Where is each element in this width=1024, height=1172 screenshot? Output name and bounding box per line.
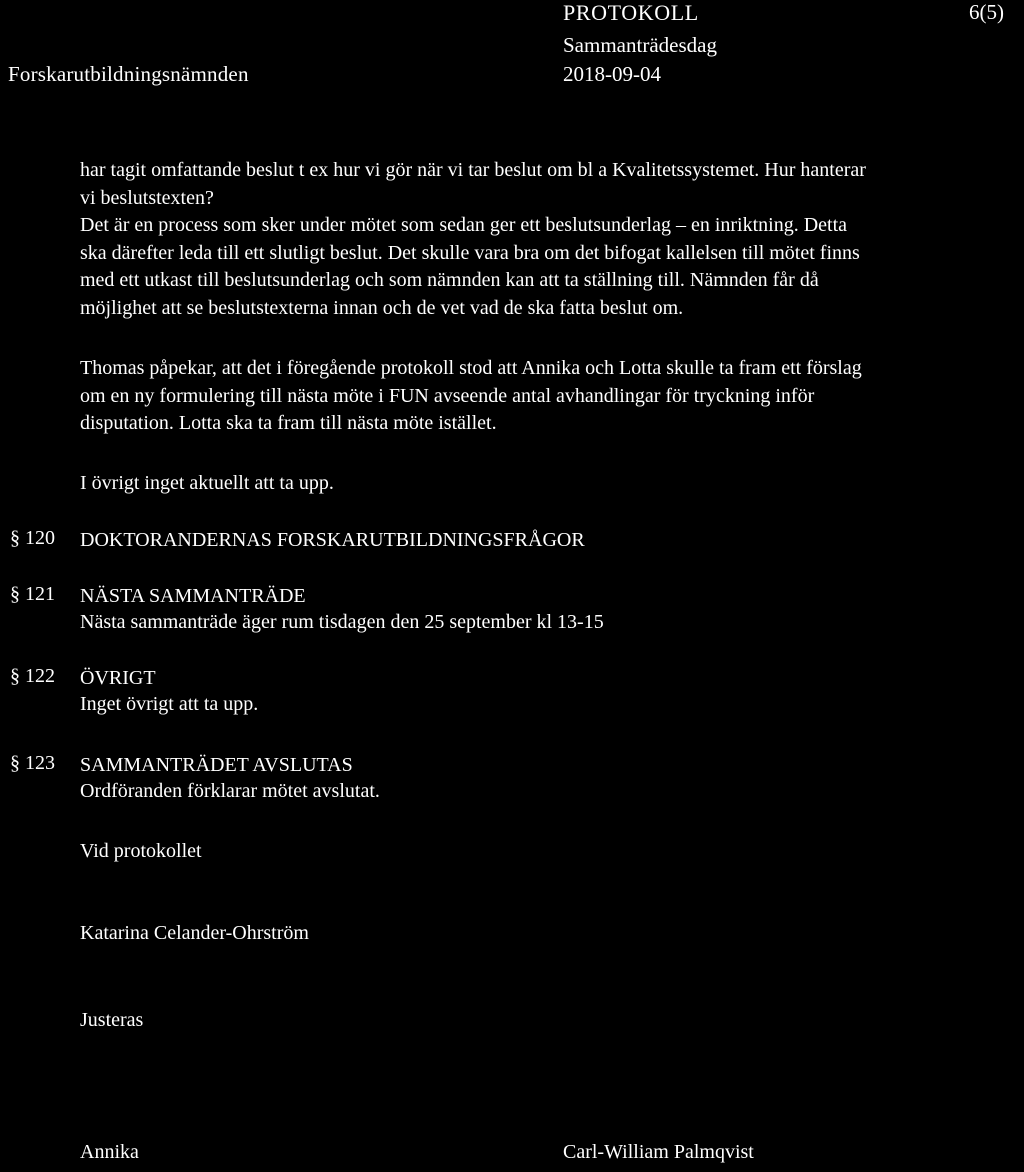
organization-name: Forskarutbildningsnämnden [8, 62, 249, 86]
section-title: ÖVRIGT [80, 667, 156, 689]
text-line: ska därefter leda till ett slutligt beslut. Det skulle vara bra om det bifogat kallelsen till mötet finns [80, 241, 860, 264]
section-text: Inget övrigt att ta upp. [80, 693, 259, 715]
text-line: med ett utkast till beslutsunderlag och som nämnden kan att ta ställning till. Nämnden får då [80, 269, 819, 291]
text-line: Thomas påpekar, att det i föregående protokoll stod att Annika och Lotta skulle ta fram ett förslag [80, 357, 862, 379]
meeting-date: 2018-09-04 [563, 62, 661, 86]
section-title: DOKTORANDERNAS FORSKARUTBILDNINGSFRÅGOR [80, 529, 585, 551]
document-type: PROTOKOLL [563, 0, 699, 25]
section-text: Nästa sammanträde äger rum tisdagen den 25 september kl 13-15 [80, 611, 604, 633]
text-line: disputation. Lotta ska ta fram till nästa möte istället. [80, 412, 497, 434]
section-number-123: § 123 [10, 752, 55, 774]
paragraph-previous-protocol [80, 355, 1010, 438]
page-number: 6(5) [969, 0, 1004, 24]
section-123 [80, 752, 380, 804]
text-line: vi beslutstexten? [80, 186, 214, 209]
paragraph-decision-process [80, 157, 1010, 322]
meeting-label: Sammanträdesdag [563, 33, 717, 57]
adjuster-name-2: Carl-William Palmqvist [563, 1141, 754, 1163]
recorder-name: Katarina Celander-Ohrström [80, 922, 309, 944]
section-number-120: § 120 [10, 527, 55, 549]
section-text: Ordföranden förklarar mötet avslutat. [80, 780, 380, 802]
section-121 [80, 583, 604, 635]
section-title: NÄSTA SAMMANTRÄDE [80, 585, 306, 607]
text-line: om en ny formulering till nästa möte i FUN avseende antal avhandlingar för tryckning inför [80, 384, 815, 407]
text-line: I övrigt inget aktuellt att ta upp. [80, 472, 334, 494]
section-120 [80, 527, 585, 553]
section-122 [80, 665, 258, 717]
section-title: SAMMANTRÄDET AVSLUTAS [80, 754, 353, 776]
text-line: har tagit omfattande beslut t ex hur vi gör när vi tar beslut om bl a Kvalitetssystemet. Hur hanterar [80, 159, 866, 181]
text-line: Det är en process som sker under mötet som sedan ger ett beslutsunderlag – en inriktning. Detta [80, 214, 848, 236]
section-number-122: § 122 [10, 665, 55, 687]
recorder-label: Vid protokollet [80, 840, 202, 862]
adjuster-label: Justeras [80, 1009, 144, 1031]
section-number-121: § 121 [10, 583, 55, 605]
adjuster-name-1: Annika [80, 1141, 139, 1163]
text-line: möjlighet att se beslutstexterna innan och de vet vad de ska fatta beslut om. [80, 296, 684, 319]
paragraph-other [80, 470, 1010, 498]
